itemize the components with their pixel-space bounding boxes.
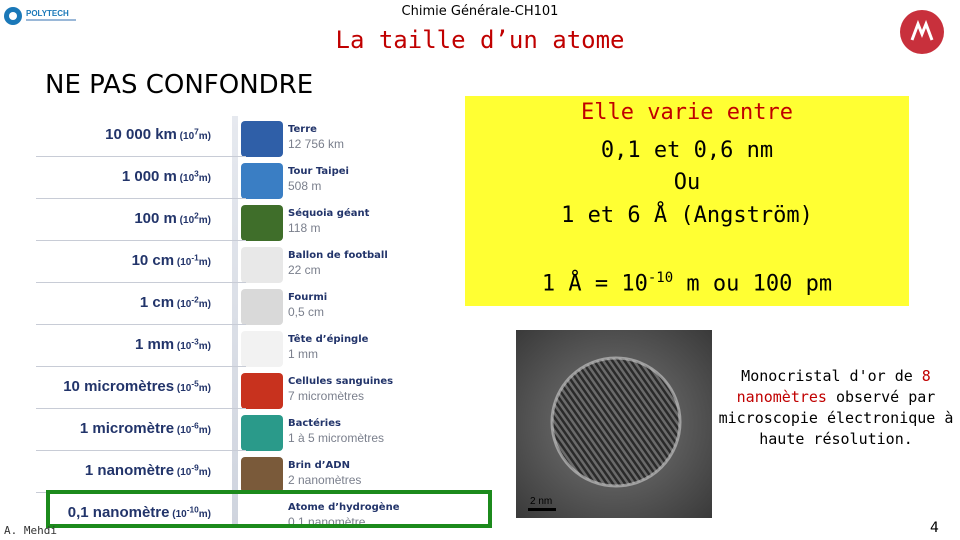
object-size: 1 à 5 micromètres	[288, 431, 385, 445]
object-thumbnail	[241, 121, 283, 157]
angstrom-formula: 1 Å = $10^{-10}$ m ou 100 pm	[541, 270, 833, 297]
row-separator	[36, 366, 246, 367]
object-name: Cellules sanguines	[288, 376, 394, 387]
scale-value-label: 1 000 m $(10^3m)$	[121, 168, 211, 185]
scale-value-label: 1 nanomètre $(10^{-9}m)$	[84, 462, 211, 479]
object-size: 7 micromètres	[288, 389, 365, 403]
author: A. Mehdi	[4, 524, 57, 537]
definition-line-4: 1 et 6 Å (Angström)	[561, 203, 813, 228]
row-separator	[36, 408, 246, 409]
scale-value-label: 1 micromètre $(10^{-6}m)$	[79, 420, 211, 437]
object-name: Brin d’ADN	[288, 460, 350, 471]
row-separator	[36, 240, 246, 241]
object-size: 0,1 nanomètre	[288, 515, 366, 529]
object-thumbnail	[241, 205, 283, 241]
row-separator	[36, 282, 246, 283]
page-number: 4	[930, 520, 939, 536]
definition-line-2: 0,1 et 0,6 nm	[600, 138, 774, 163]
micrograph-caption: Monocristal d'or de 8 nanomètres observé par microscopie électronique à haute résolution.	[718, 367, 954, 448]
scale-bar-label: 2 nm	[530, 496, 553, 507]
logo-text: POLYTECH	[26, 9, 69, 18]
size-scale-figure	[36, 116, 466, 528]
object-name: Séquoia géant	[288, 208, 370, 219]
object-size: 2 nanomètres	[288, 473, 362, 487]
scale-value-label: 1 mm $(10^{-3}m)$	[134, 336, 211, 353]
object-name: Ballon de football	[288, 250, 388, 261]
object-thumbnail	[241, 247, 283, 283]
definition-line-3: Ou	[673, 170, 701, 195]
scale-value-label: 10 micromètres $(10^{-5}m)$	[63, 378, 211, 395]
scale-value-label: 100 m $(10^2m)$	[134, 210, 211, 227]
object-thumbnail	[241, 331, 283, 367]
object-size: 12 756 km	[288, 137, 345, 151]
object-thumbnail	[241, 373, 283, 409]
object-size: 508 m	[288, 179, 322, 193]
course-name: Chimie Générale-CH101	[401, 4, 559, 19]
object-thumbnail	[241, 457, 283, 493]
object-name: Terre	[288, 124, 317, 135]
scale-value-label: 1 cm $(10^{-2}m)$	[139, 294, 211, 311]
slide-title: La taille d’un atome	[335, 26, 625, 54]
object-name: Tour Taipei	[288, 166, 349, 177]
row-separator	[36, 198, 246, 199]
object-size: 1 mm	[288, 347, 318, 361]
object-thumbnail	[241, 289, 283, 325]
object-name: Fourmi	[288, 292, 328, 303]
object-size: 0,5 cm	[288, 305, 325, 319]
row-separator	[36, 324, 246, 325]
scale-value-label: 10 cm $(10^{-1}m)$	[131, 252, 211, 269]
scale-value-label: 10 000 km $(10^7m)$	[105, 126, 211, 143]
object-size: 22 cm	[288, 263, 321, 277]
object-name: Bactéries	[288, 418, 341, 429]
row-separator	[36, 450, 246, 451]
scale-ruler	[232, 116, 238, 528]
scale-value-label: 0,1 nanomètre $(10^{-10}m)$	[67, 504, 211, 521]
object-name: Atome d’hydrogène	[288, 502, 400, 513]
hydrogen-highlight-box	[46, 490, 492, 528]
definition-line-1: Elle varie entre	[581, 100, 793, 125]
row-separator	[36, 156, 246, 157]
slide-subtitle: NE PAS CONFONDRE	[45, 70, 314, 100]
object-name: Tête d’épingle	[288, 334, 369, 345]
gold-crystal-micrograph	[516, 330, 712, 518]
object-size: 118 m	[288, 221, 321, 235]
object-thumbnail	[241, 415, 283, 451]
object-thumbnail	[241, 163, 283, 199]
